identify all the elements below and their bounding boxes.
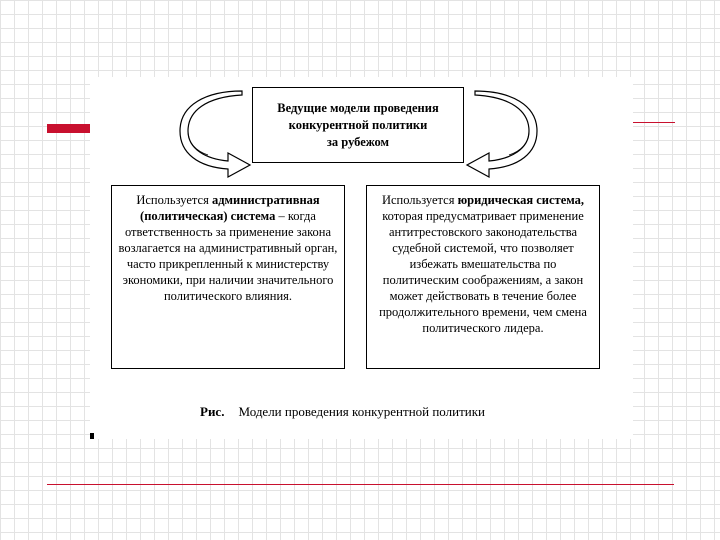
- corner-mark: [90, 433, 94, 439]
- administrative-system-box: [111, 185, 345, 369]
- title-line-3: за рубежом: [326, 134, 390, 149]
- left-box-text: – когда ответственность за применение закона возлагается на административный орган, часто прикрепленный к министерству экономики, при наличии значительного политического влияния.: [118, 209, 338, 303]
- title-line-2: конкурентной политики: [288, 117, 428, 132]
- title-line-1: Ведущие модели проведения: [277, 100, 439, 115]
- legal-system-box: [366, 185, 600, 369]
- right-box-bold-term: юридическая система,: [457, 193, 585, 207]
- diagram-title-box: [252, 87, 464, 163]
- right-box-text: которая предусматривает применение антитрестовского законодательства судебной системой, что позволяет избежать вмешательства по политическим соображениям, а закон может действовать в течение более продолжительного времени, чем смена политического лидера.: [379, 209, 587, 335]
- decorative-red-line-bottom: [47, 484, 674, 485]
- figure-caption: [200, 404, 485, 420]
- curved-arrow-right-icon: [180, 91, 255, 181]
- curved-arrow-left-icon: [462, 91, 537, 181]
- caption-label: Рис.: [200, 404, 225, 419]
- left-box-bold-term: административная (политическая) система: [140, 193, 320, 223]
- caption-text: Модели проведения конкурентной политики: [238, 404, 485, 419]
- left-box-prefix: Используется: [136, 193, 212, 207]
- right-box-prefix: Используется: [381, 193, 458, 207]
- figure-image: [90, 77, 633, 439]
